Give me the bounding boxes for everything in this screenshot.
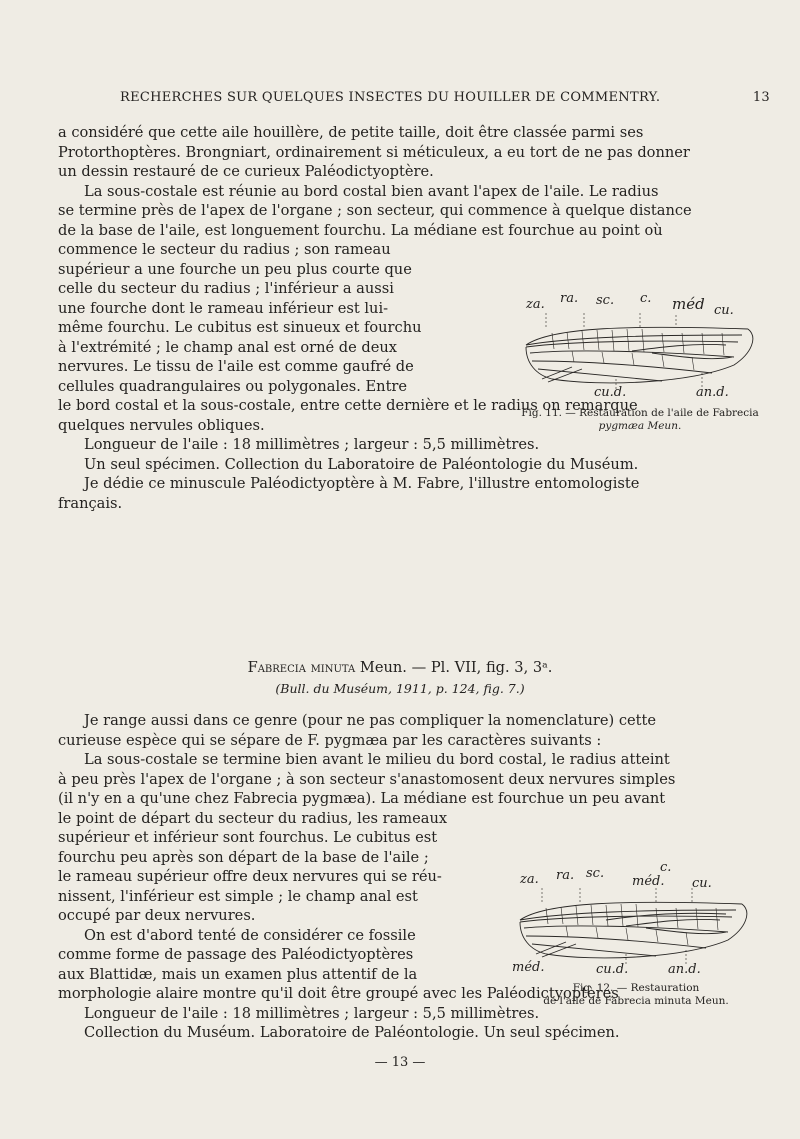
para2-line: La sous-costale est réunie au bord costal bien avant l'apex de l'aile. Le radius <box>84 182 659 200</box>
fig11-label: za. <box>526 297 545 312</box>
fig11-label: méd <box>672 295 705 313</box>
para9: Longueur de l'aile : 18 millimètres ; largeur : 5,5 millimètres. <box>84 1004 540 1022</box>
para2-line: de la base de l'aile, est longuement fourchu. La médiane est fourchue au point où <box>58 221 663 239</box>
para7-line: le point de départ du secteur du radius, les rameaux <box>58 809 448 827</box>
para7-line: à peu près l'apex de l'organe ; à son secteur s'anastomosent deux nervures simples <box>58 770 676 788</box>
para10: Collection du Muséum. Laboratoire de Paléontologie. Un seul spécimen. <box>84 1024 620 1041</box>
para6-line: curieuse espèce qui se sépare de F. pygmæa par les caractères suivants : <box>58 731 602 749</box>
para5-line: français. <box>58 494 123 512</box>
para2-wrapped-text <box>58 240 528 396</box>
figure-11-labels <box>500 291 780 400</box>
fig11-label: cu.d. <box>594 385 627 400</box>
para7-line: fourchu peu après son départ de la base de l'aile ; <box>58 848 429 866</box>
para2-line: quelques nervules obliques. <box>58 416 265 434</box>
para7-line: nissent, l'inférieur est simple ; le champ anal est <box>58 887 418 905</box>
fig11-caption-line: pygmæa Meun. <box>598 420 682 432</box>
fig12-label: méd. <box>512 960 545 975</box>
figure-12-caption <box>496 982 776 1008</box>
para2-line: se termine près de l'apex de l'organe ; son secteur, qui commence à quelque distance <box>58 202 692 219</box>
fig12-label: cu. <box>692 876 712 891</box>
fig12-label: an.d. <box>668 962 701 977</box>
fig12-label: cu.d. <box>596 962 629 977</box>
para8-line: comme forme de passage des Paléodictyoptères <box>58 946 414 963</box>
para8-line: On est d'abord tenté de considérer ce fossile <box>84 926 416 944</box>
species-author: Meun. <box>359 659 407 676</box>
para7-line: (il n'y en a qu'une chez Fabrecia pygmæa). La médiane est fourchue un peu avant <box>58 790 666 807</box>
para2-line: celle du secteur du radius ; l'inférieur a aussi <box>58 280 394 297</box>
para2-line: commence le secteur du radius ; son rameau <box>58 241 391 258</box>
fig12-label: sc. <box>586 866 605 881</box>
figure-11 <box>500 291 780 433</box>
para2-line: une fourche dont le rameau inférieur est lui- <box>58 299 389 317</box>
para2-line: nervures. Le tissu de l'aile est comme gaufré de <box>58 358 414 375</box>
para4: Un seul spécimen. Collection du Laboratoire de Paléontologie du Muséum. <box>84 455 639 473</box>
fig12-label: méd. <box>632 874 665 889</box>
para2-line: à l'extrémité ; le champ anal est orné de deux <box>58 338 397 356</box>
fig11-label: an.d. <box>696 385 729 400</box>
fig12-label: ra. <box>556 868 575 883</box>
header-page-number: 13 <box>752 90 770 105</box>
para7-line: occupé par deux nervures. <box>58 907 256 924</box>
para7-line: La sous-costale se termine bien avant le milieu du bord costal, le radius atteint <box>84 751 670 768</box>
para7-line: le rameau supérieur offre deux nervures qui se réu- <box>58 868 442 885</box>
para1-line: un dessin restauré de ce curieux Paléodictyoptère. <box>58 163 434 180</box>
fig12-caption-line: de l'aile de Fabrecia minuta Meun. <box>543 995 729 1007</box>
species-reference: (Bull. du Muséum, 1911, p. 124, fig. 7.) <box>275 681 525 696</box>
para2-line: le bord costal et la sous-costale, entre cette dernière et le radius on remarque <box>58 397 638 414</box>
header-title: RECHERCHES SUR QUELQUES INSECTES DU HOUILLER DE COMMENTRY. <box>120 90 661 105</box>
page-footer: — 13 — <box>374 1055 426 1070</box>
fig12-label: za. <box>520 872 539 887</box>
para7-line: supérieur et inférieur sont fourchus. Le cubitus est <box>58 829 438 846</box>
fig12-label: c. <box>660 860 672 875</box>
running-header <box>40 90 770 110</box>
para8-line: morphologie alaire montre qu'il doit être groupé avec les Paléodictyoptères <box>58 985 619 1002</box>
figure-12-labels <box>496 860 776 977</box>
para1-line: a considéré que cette aile houillère, de petite taille, doit être classée parmi ses <box>58 124 644 141</box>
species-name: Fabrecia minuta <box>247 659 356 676</box>
figure-12 <box>496 860 776 1008</box>
figure-11-caption <box>500 407 780 433</box>
species-plate: — Pl. VII, fig. 3, 3ᵃ. <box>411 659 553 676</box>
para1-line: Protorthoptères. Brongniart, ordinairement si méticuleux, a eu tort de ne pas donner <box>58 143 690 161</box>
para3: Longueur de l'aile : 18 millimètres ; largeur : 5,5 millimètres. <box>84 436 540 453</box>
species-heading <box>0 659 800 676</box>
fig12-caption-line: Fig. 12. — Restauration <box>572 982 700 994</box>
fig11-label: sc. <box>596 293 615 308</box>
para2-line: même fourchu. Le cubitus est sinueux et fourchu <box>58 319 422 336</box>
para7-wrapped-text <box>58 809 528 985</box>
para2-line: cellules quadrangulaires ou polygonales. Entre <box>58 377 408 395</box>
fig11-caption-line: Fig. 11. — Restauration de l'aile de Fabrecia <box>521 407 759 419</box>
fig11-label: cu. <box>714 303 734 318</box>
para5-line: Je dédie ce minuscule Paléodictyoptère à M. Fabre, l'illustre entomologiste <box>84 475 640 492</box>
para2-line: supérieur a une fourche un peu plus courte que <box>58 260 412 278</box>
para8-line: aux Blattidæ, mais un examen plus attentif de la <box>58 965 418 983</box>
fig11-label: ra. <box>560 291 579 306</box>
fig11-label: c. <box>640 291 652 306</box>
para6-line: Je range aussi dans ce genre (pour ne pas compliquer la nomenclature) cette <box>84 712 656 729</box>
